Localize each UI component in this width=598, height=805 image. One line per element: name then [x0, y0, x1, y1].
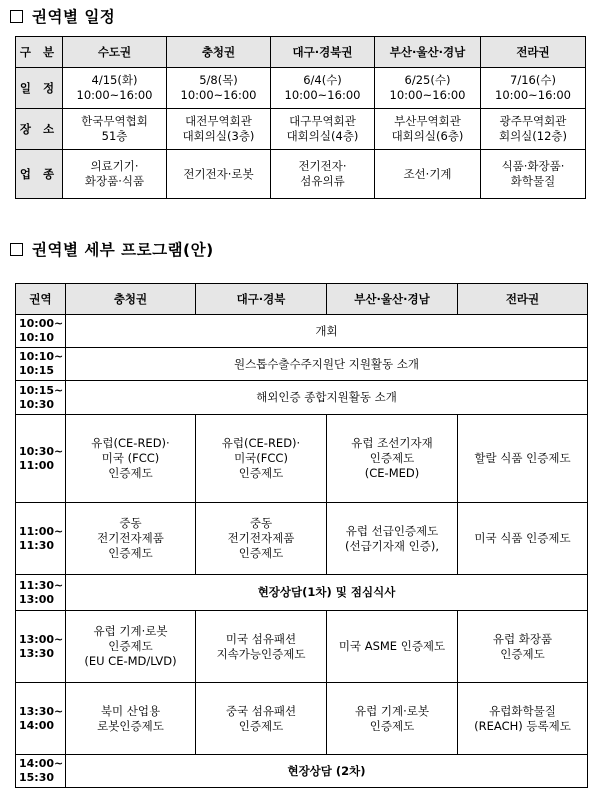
table-cell: 대전무역회관 대회의실(3층)	[167, 109, 271, 150]
table-cell: 식품·화장품· 화학물질	[481, 150, 586, 199]
table-row	[16, 755, 588, 788]
table-row	[16, 315, 588, 348]
table-row	[16, 683, 588, 755]
table-cell: 중동 전기전자제품 인증제도	[196, 503, 327, 575]
section1-title: 권역별 일정	[32, 8, 116, 26]
table-row	[16, 68, 586, 109]
span-cell: 현장상담(1차) 및 점심식사	[66, 575, 588, 611]
table-row	[16, 575, 588, 611]
header-cell: 부산·울산·경남	[375, 37, 481, 68]
time-cell: 10:00~ 10:10	[16, 315, 66, 348]
table-cell: 7/16(수) 10:00~16:00	[481, 68, 586, 109]
header-cell: 수도권	[63, 37, 167, 68]
header-cell: 권역	[16, 284, 66, 315]
time-cell: 11:00~ 11:30	[16, 503, 66, 575]
table-row	[16, 415, 588, 503]
table-cell: 조선·기계	[375, 150, 481, 199]
header-cell: 충청권	[167, 37, 271, 68]
table-cell: 미국 섬유패션 지속가능인증제도	[196, 611, 327, 683]
table-cell: 유럽 선급인증제도 (선급기자재 인증),	[327, 503, 458, 575]
row-label: 업 종	[16, 150, 63, 199]
table-cell: 유럽(CE-RED)· 미국(FCC) 인증제도	[196, 415, 327, 503]
schedule-header-row	[16, 37, 586, 68]
header-cell: 부산·울산·경남	[327, 284, 458, 315]
time-cell: 10:15~ 10:30	[16, 381, 66, 415]
table-cell: 5/8(목) 10:00~16:00	[167, 68, 271, 109]
program-table	[15, 283, 588, 788]
table-cell: 유럽화학물질 (REACH) 등록제도	[458, 683, 588, 755]
table-row	[16, 150, 586, 199]
table-row	[16, 503, 588, 575]
span-cell: 해외인증 종합지원활동 소개	[66, 381, 588, 415]
table-cell: 할랄 식품 인증제도	[458, 415, 588, 503]
row-label: 장 소	[16, 109, 63, 150]
span-cell: 현장상담 (2차)	[66, 755, 588, 788]
table-cell: 6/4(수) 10:00~16:00	[271, 68, 375, 109]
span-cell: 개회	[66, 315, 588, 348]
header-cell: 전라권	[458, 284, 588, 315]
table-row	[16, 348, 588, 381]
section2-title: 권역별 세부 프로그램(안)	[32, 241, 214, 259]
table-cell: 유럽 조선기자재 인증제도 (CE-MED)	[327, 415, 458, 503]
time-cell: 11:30~ 13:00	[16, 575, 66, 611]
table-row	[16, 611, 588, 683]
table-cell: 한국무역협회 51층	[63, 109, 167, 150]
table-cell: 북미 산업용 로봇인증제도	[66, 683, 196, 755]
program-header-row	[16, 284, 588, 315]
time-cell: 10:10~ 10:15	[16, 348, 66, 381]
checkbox-square-icon	[10, 10, 23, 23]
table-cell: 중국 섬유패션 인증제도	[196, 683, 327, 755]
table-cell: 4/15(화) 10:00~16:00	[63, 68, 167, 109]
table-cell: 6/25(수) 10:00~16:00	[375, 68, 481, 109]
table-row	[16, 381, 588, 415]
section1-heading	[10, 5, 115, 27]
header-cell: 대구·경북	[196, 284, 327, 315]
span-cell: 원스톱수출수주지원단 지원활동 소개	[66, 348, 588, 381]
checkbox-square-icon	[10, 243, 23, 256]
header-cell: 충청권	[66, 284, 196, 315]
row-label: 일 정	[16, 68, 63, 109]
table-cell: 미국 식품 인증제도	[458, 503, 588, 575]
schedule-table	[15, 36, 586, 199]
table-cell: 유럽 기계·로봇 인증제도 (EU CE-MD/LVD)	[66, 611, 196, 683]
table-cell: 부산무역회관 대회의실(6층)	[375, 109, 481, 150]
table-cell: 미국 ASME 인증제도	[327, 611, 458, 683]
table-cell: 전기전자·로봇	[167, 150, 271, 199]
table-cell: 유럽 화장품 인증제도	[458, 611, 588, 683]
table-cell: 광주무역회관 회의실(12층)	[481, 109, 586, 150]
time-cell: 14:00~ 15:30	[16, 755, 66, 788]
section2-heading	[10, 238, 214, 260]
table-cell: 중동 전기전자제품 인증제도	[66, 503, 196, 575]
table-cell: 대구무역회관 대회의실(4층)	[271, 109, 375, 150]
time-cell: 10:30~ 11:00	[16, 415, 66, 503]
table-cell: 유럽 기계·로봇 인증제도	[327, 683, 458, 755]
table-cell: 유럽(CE-RED)· 미국 (FCC) 인증제도	[66, 415, 196, 503]
table-row	[16, 109, 586, 150]
table-cell: 전기전자· 섬유의류	[271, 150, 375, 199]
time-cell: 13:00~ 13:30	[16, 611, 66, 683]
time-cell: 13:30~ 14:00	[16, 683, 66, 755]
header-cell: 전라권	[481, 37, 586, 68]
header-cell: 구 분	[16, 37, 63, 68]
table-cell: 의료기기· 화장품·식품	[63, 150, 167, 199]
header-cell: 대구·경북권	[271, 37, 375, 68]
